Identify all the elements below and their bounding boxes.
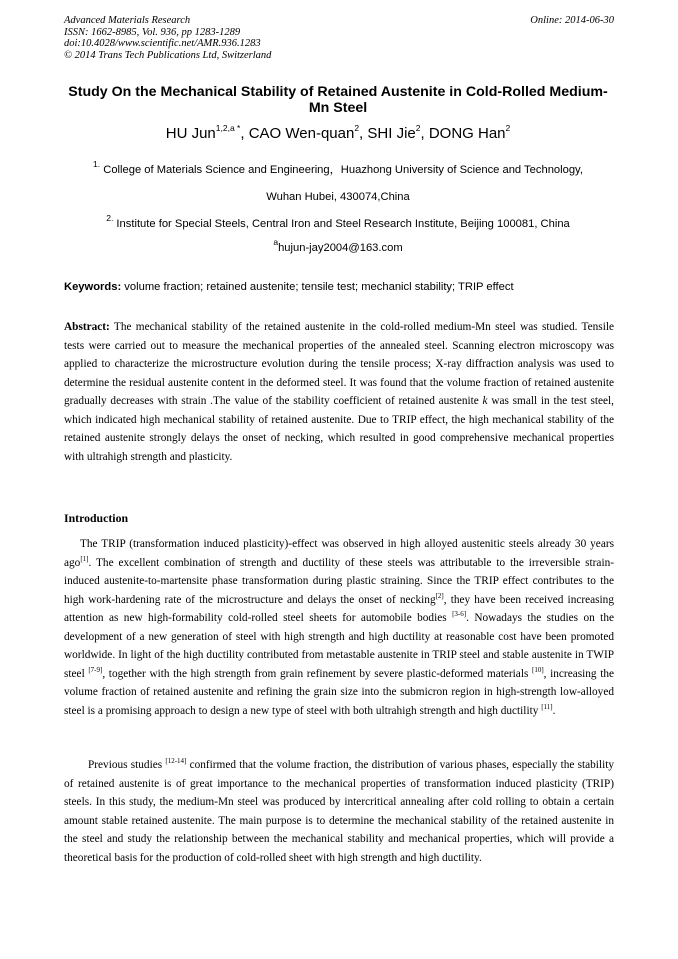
affiliation-2 [50, 213, 626, 231]
text-run: , increasing the volume fraction of retained austenite and refining the grain size into the submicron region in high-strength low-alloyed steel is a promising approach to design a new type of steel with both ultrahigh strength and high ductility [64, 667, 614, 717]
paper-title: Study On the Mechanical Stability of Retained Austenite in Cold-Rolled Medium-Mn Steel [68, 84, 608, 116]
text-run: . The excellent combination of strength and ductility of these steels was attributable to the irreversible strain-induced austenite-to-martensite phase transformation during plastic straining. Since the TRIP effect contributes to the high work-hardening rate of the microstructure and delays the onset of necking [64, 556, 614, 606]
citation: [1] [80, 554, 89, 563]
affiliation-1-city: Wuhan Hubei, 430074,China [266, 191, 410, 203]
author-name: DONG Han [428, 125, 506, 142]
abstract-text: The mechanical stability of the retained austenite in the cold-rolled medium-Mn steel was studied. Tensile tests were carried out to measure the mechanical properties of the annealed steel. Scanning electron microscopy was applied to characterize the microstructure evolution during the tensile process; X-ray diffraction analysis was used to determine the residual austenite content in the deformed steel. It was found that the volume fraction of retained austenite gradually decreases with strain .The value of the stability coefficient of retained austenite [64, 321, 614, 407]
text-run: , they have been received increasing attention as new high-formability cold-rolled steel sheets for automobile bodies [64, 593, 614, 624]
text-run: . [552, 704, 556, 717]
online-date: Online: 2014-06-30 [530, 15, 614, 26]
text-run: confirmed that the volume fraction, the distribution of various phases, especially the stability of retained austenite is of great importance to the mechanical properties of transformation induced plasticity (TRIP) steels. In this study, the medium-Mn steel was produced by intercritical annealing after cold rolling to obtain a certain amount stable retained austenite. The main purpose is to determine the mechanical stability of the retained austenite in the steel and study the relationship between the mechanical stability and mechanical properties, which will provide a theoretical basis for the production of cold-rolled sheet with high strength and high ductility. [64, 759, 614, 864]
section-heading-introduction: Introduction [64, 511, 129, 525]
author-email [50, 237, 626, 255]
citation: [11] [541, 702, 553, 711]
intro-paragraph-2 [64, 756, 614, 867]
author-name: CAO Wen-quan [248, 125, 355, 142]
abstract [64, 318, 614, 466]
author-list [60, 124, 616, 144]
author-name: SHI Jie [367, 125, 416, 142]
keywords [64, 280, 614, 294]
abstract-label: Abstract: [64, 321, 110, 333]
journal-name: Advanced Materials Research [64, 15, 191, 26]
text-run: . Nowadays the studies on the development of a new generation of steel with high strength and high ductility at reasonable cost have been promoted worldwide. In light of the high ductility contributed from metastable austenite in TRIP steel and stable austenite in TWIP steel [64, 612, 614, 680]
text-run: Previous studies [88, 759, 166, 771]
affiliation-marker: 2. [106, 213, 114, 224]
copyright-line: © 2014 Trans Tech Publications Ltd, Switzerland [64, 49, 272, 61]
author-superscript: 2 [354, 123, 360, 133]
keywords-label: Keywords: [64, 281, 122, 293]
affiliation-text: Institute for Special Steels, Central Iron and Steel Research Institute, Beijing 100081, China [113, 218, 570, 230]
text-run: The TRIP (transformation induced plasticity)-effect was observed in high alloyed austenitic steels already 30 years ago [64, 538, 614, 569]
author-separator: , [240, 125, 249, 142]
author-superscript: 2 [415, 123, 421, 133]
keywords-text: volume fraction; retained austenite; tensile test; mechanicl stability; TRIP effect [121, 281, 514, 293]
author-separator: , [359, 125, 368, 142]
affiliation-marker: 1. [93, 159, 101, 170]
text-run: , together with the high strength from grain refinement by severe plastic-deformed materials [102, 667, 532, 680]
doi-line: doi:10.4028/www.scientific.net/AMR.936.1283 [64, 38, 261, 49]
author-separator: , [420, 125, 429, 142]
citation: [7-9] [88, 665, 103, 674]
intro-paragraph-1 [64, 535, 614, 720]
journal-header [64, 15, 364, 61]
issn-line: ISSN: 1662-8985, Vol. 936, pp 1283-1289 [64, 26, 241, 38]
affiliation-1 [50, 159, 626, 177]
author-superscript: 2 [505, 123, 511, 133]
author-name: HU Jun [165, 125, 216, 142]
citation: [3-6] [452, 610, 467, 619]
affiliation-text: College of Materials Science and Engineering，Huazhong University of Science and Technology, [100, 164, 583, 176]
stability-coefficient-symbol: k [482, 395, 488, 407]
abstract-text-continued: was small in the test steel, which indicated high mechanical stability of retained austenite. Due to TRIP effect, the high mechanical stability of the retained austenite strongly delays the onset of necking, which resulted in good comprehensive mechanical properties with ultrahigh strength and plasticity. [64, 395, 614, 463]
email-address: hujun-jay2004@163.com [278, 242, 403, 254]
citation: [10] [532, 665, 544, 674]
citation: [2] [435, 591, 444, 600]
citation: [12-14] [165, 757, 187, 766]
email-marker: a [273, 237, 279, 248]
author-superscript: 1,2,a * [215, 123, 241, 133]
